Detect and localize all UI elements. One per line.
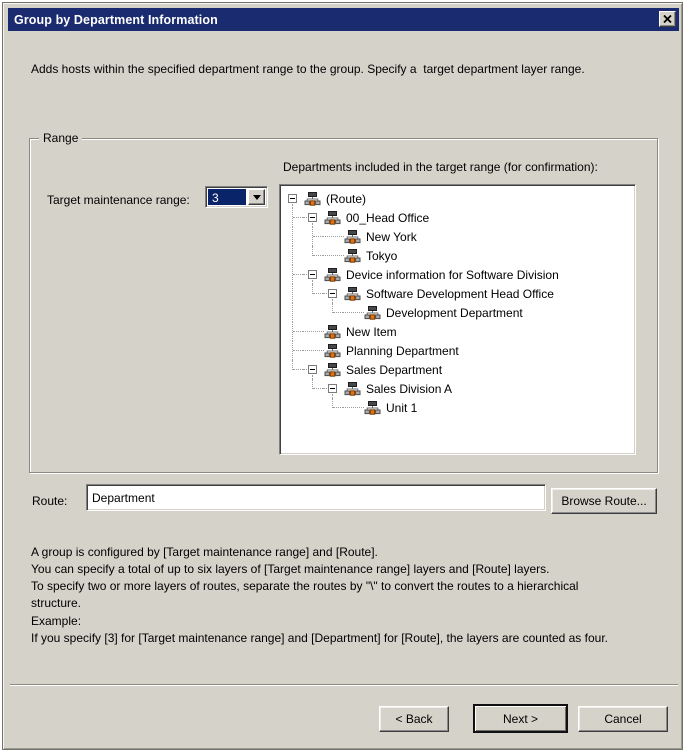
tree-item-label[interactable]: (Route) — [326, 191, 367, 206]
tree-item[interactable] — [283, 189, 633, 208]
notes-line: structure. — [31, 596, 82, 610]
tree-expander-cell — [283, 189, 303, 208]
tree-stub-cell — [343, 398, 363, 417]
org-chart-icon — [324, 344, 341, 358]
tree-item[interactable] — [283, 360, 633, 379]
tree-guide — [283, 341, 303, 360]
tree-item-label[interactable]: Tokyo — [366, 248, 398, 263]
combobox-selected-value: 3 — [208, 189, 246, 205]
tree-item-label[interactable]: Development Department — [386, 305, 523, 320]
collapse-minus-icon[interactable] — [288, 194, 297, 203]
combobox-dropdown-button[interactable] — [248, 189, 265, 205]
tree-stub-cell — [323, 246, 343, 265]
tree-guide — [303, 227, 323, 246]
tree-guide — [303, 379, 323, 398]
tree-item-label[interactable]: New York — [366, 229, 417, 244]
tree-guide — [303, 303, 323, 322]
tree-item[interactable] — [283, 246, 633, 265]
notes-line: To specify two or more layers of routes, separate the routes by "\" to convert the routes to a hierarchical — [31, 579, 579, 593]
org-chart-icon — [304, 192, 321, 206]
collapse-minus-icon[interactable] — [308, 270, 317, 279]
tree-guide — [283, 265, 303, 284]
notes-paragraph — [31, 544, 671, 612]
tree-item-label[interactable]: Software Development Head Office — [366, 286, 554, 301]
route-input[interactable] — [86, 484, 546, 511]
tree-item-label[interactable]: Sales Division A — [366, 381, 453, 396]
tree-expander-cell — [303, 265, 323, 284]
close-button[interactable] — [659, 11, 676, 27]
tree-item-label[interactable]: Device information for Software Division — [346, 267, 559, 282]
tree-expander-cell — [303, 208, 323, 227]
back-button[interactable] — [379, 706, 449, 732]
collapse-minus-icon[interactable] — [328, 384, 337, 393]
tree-guide — [323, 303, 343, 322]
tree-guide — [283, 303, 303, 322]
close-icon — [663, 15, 672, 23]
org-chart-icon — [344, 230, 361, 244]
tree-item-label[interactable]: New Item — [346, 324, 397, 339]
next-button-label: Next > — [502, 711, 538, 726]
tree-item[interactable] — [283, 322, 633, 341]
next-button[interactable] — [473, 704, 568, 733]
tree-guide — [303, 398, 323, 417]
route-label: Route: — [32, 494, 68, 508]
tree-item[interactable] — [283, 208, 633, 227]
tree-item-label[interactable]: Sales Department — [346, 362, 443, 377]
tree-guide — [283, 322, 303, 341]
tree-stub-cell — [323, 227, 343, 246]
tree-item[interactable] — [283, 303, 633, 322]
divider — [10, 684, 678, 686]
org-chart-icon — [324, 268, 341, 282]
org-chart-icon — [324, 325, 341, 339]
collapse-minus-icon[interactable] — [308, 365, 317, 374]
tree-guide — [283, 379, 303, 398]
tree-expander-cell — [303, 360, 323, 379]
target-maintenance-range-label: Target maintenance range: — [47, 193, 190, 207]
dialog-description: Adds hosts within the specified department range to the group. Specify a target department layer range. — [31, 62, 585, 76]
tree-item[interactable] — [283, 265, 633, 284]
tree-item-label[interactable]: Planning Department — [346, 343, 459, 358]
department-tree[interactable] — [279, 184, 636, 455]
collapse-minus-icon[interactable] — [308, 213, 317, 222]
tree-caption-label: Departments included in the target range (for confirmation): — [283, 160, 598, 174]
range-groupbox — [29, 131, 658, 473]
org-chart-icon — [364, 306, 381, 320]
chevron-down-icon — [253, 195, 261, 200]
titlebar[interactable] — [8, 8, 679, 31]
browse-route-button-label: Browse Route... — [561, 494, 647, 508]
tree-expander-cell — [323, 379, 343, 398]
org-chart-icon — [344, 287, 361, 301]
org-chart-icon — [344, 249, 361, 263]
org-chart-icon — [364, 401, 381, 415]
window-title: Group by Department Information — [14, 12, 218, 27]
tree-item[interactable] — [283, 284, 633, 303]
tree-guide — [283, 284, 303, 303]
range-groupbox-legend: Range — [39, 131, 82, 145]
tree-guide — [303, 246, 323, 265]
tree-guide — [283, 227, 303, 246]
cancel-button-label: Cancel — [604, 712, 642, 726]
tree-guide — [283, 208, 303, 227]
example-text: If you specify [3] for [Target maintenance range] and [Department] for [Route], the layers are counted as four. — [31, 631, 608, 645]
dialog-group-by-department — [2, 2, 683, 750]
org-chart-icon — [324, 211, 341, 225]
org-chart-icon — [344, 382, 361, 396]
tree-stub-cell — [303, 322, 323, 341]
notes-example — [31, 613, 671, 647]
tree-item-label[interactable]: Unit 1 — [386, 400, 418, 415]
notes-line: You can specify a total of up to six layers of [Target maintenance range] layers and [Route] layers. — [31, 562, 550, 576]
back-button-label: < Back — [395, 712, 433, 726]
tree-guide — [283, 398, 303, 417]
example-label: Example: — [31, 614, 82, 628]
tree-item-label[interactable]: 00_Head Office — [346, 210, 430, 225]
tree-stub-cell — [303, 341, 323, 360]
browse-route-button[interactable] — [551, 488, 657, 514]
cancel-button[interactable] — [578, 706, 668, 732]
tree-guide — [283, 360, 303, 379]
tree-item[interactable] — [283, 398, 633, 417]
tree-stub-cell — [343, 303, 363, 322]
tree-item[interactable] — [283, 341, 633, 360]
notes-line: A group is configured by [Target maintenance range] and [Route]. — [31, 545, 378, 559]
tree-guide — [323, 398, 343, 417]
tree-expander-cell — [323, 284, 343, 303]
tree-guide — [283, 246, 303, 265]
org-chart-icon — [324, 363, 341, 377]
target-maintenance-range-combobox[interactable] — [205, 186, 268, 208]
tree-item[interactable] — [283, 227, 633, 246]
tree-item[interactable] — [283, 379, 633, 398]
tree-guide — [303, 284, 323, 303]
collapse-minus-icon[interactable] — [328, 289, 337, 298]
